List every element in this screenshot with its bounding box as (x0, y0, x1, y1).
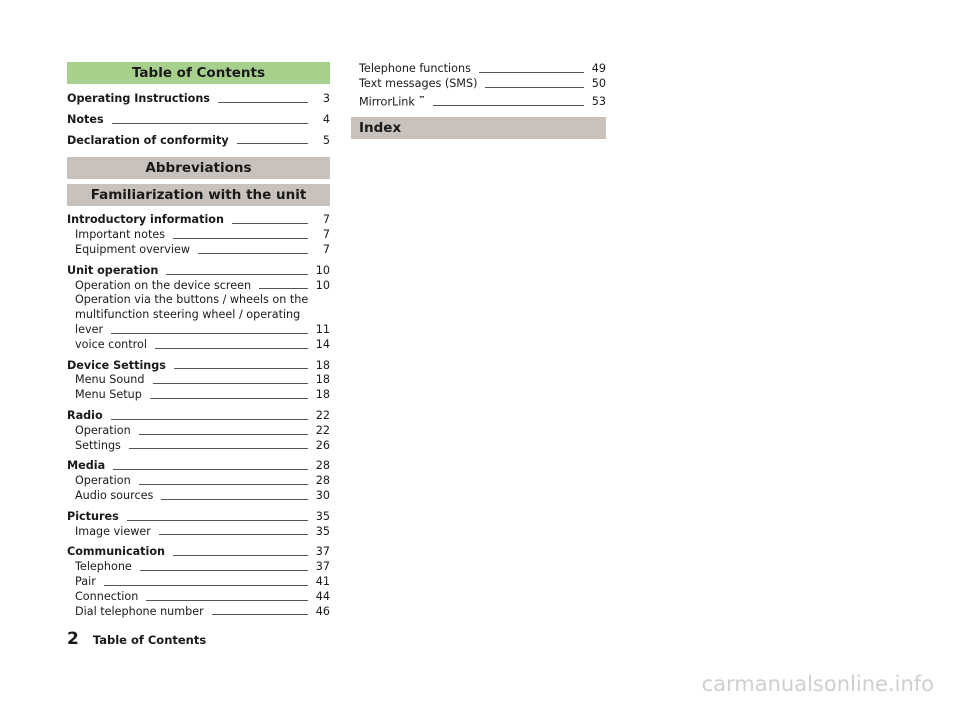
leader-line (150, 398, 308, 399)
leader-line (155, 348, 308, 349)
leader-line (485, 87, 583, 88)
toc-entry-title: Settings (75, 438, 121, 452)
toc-entry-page: 26 (315, 438, 330, 452)
toc-entry-title: Pictures (67, 509, 119, 523)
toc-entry-page: 11 (315, 322, 330, 336)
toc-entry-title: Image viewer (75, 524, 151, 538)
toc-entry-radio-settings[interactable] (67, 439, 330, 454)
toc-entry-telephone[interactable] (67, 560, 330, 575)
leader-line (479, 72, 584, 73)
toc-entry-title-line: multifunction steering wheel / operating (75, 308, 301, 322)
toc-entry-title: Operation on the device screen (75, 278, 252, 292)
leader-line (112, 123, 308, 124)
leader-line (212, 614, 308, 615)
toc-entry-operation-buttons[interactable] (67, 293, 330, 337)
leader-line (161, 499, 307, 500)
leader-line (433, 105, 583, 106)
leader-line (159, 534, 308, 535)
toc-entry-page: 53 (591, 95, 606, 109)
toc-entry-pair[interactable] (67, 575, 330, 590)
leader-line (146, 600, 307, 601)
toc-entry-page: 5 (322, 133, 330, 147)
toc-entry-page: 50 (591, 76, 606, 90)
toc-entry-title: Equipment overview (75, 242, 190, 256)
leader-line (218, 102, 308, 103)
toc-entry-title: Device Settings (67, 358, 166, 372)
toc-entry-title-line: Operation via the buttons / wheels on the (75, 293, 309, 307)
toc-entry-page: 28 (315, 459, 330, 473)
toc-entry-title: Pair (75, 574, 96, 588)
toc-entry-page: 44 (315, 589, 330, 603)
trademark-symbol: ™ (418, 94, 426, 103)
toc-entry-radio[interactable] (67, 409, 330, 424)
toc-entry-notes[interactable] (67, 113, 330, 128)
toc-entry-unit-operation[interactable] (67, 264, 330, 279)
leader-line (153, 383, 308, 384)
toc-entry-page: 35 (315, 509, 330, 523)
leader-line (113, 469, 308, 470)
toc-entry-title: Audio sources (75, 488, 154, 502)
leader-line (127, 520, 308, 521)
toc-entry-title: Dial telephone number (75, 604, 204, 618)
leader-line (129, 448, 308, 449)
toc-entry-image-viewer[interactable] (67, 525, 330, 540)
toc-entry-title (359, 92, 425, 111)
leader-line (111, 333, 308, 334)
toc-entry-page: 18 (315, 388, 330, 402)
toc-entry-mirrorlink[interactable] (351, 92, 606, 111)
toc-entry-page: 22 (315, 423, 330, 437)
leader-line (111, 419, 308, 420)
watermark-text: carmanualsonline.info (701, 672, 934, 696)
toc-left-column (67, 62, 330, 619)
toc-entry-page: 10 (315, 278, 330, 292)
toc-entry-media[interactable] (67, 459, 330, 474)
toc-entry-title: Important notes (75, 228, 166, 242)
toc-entry-page: 7 (322, 213, 330, 227)
toc-entry-important-notes[interactable] (67, 228, 330, 243)
toc-entry-title: Operating Instructions (67, 92, 210, 105)
toc-entry-page: 28 (315, 474, 330, 488)
toc-entry-introductory-information[interactable] (67, 213, 330, 228)
leader-line (140, 570, 308, 571)
section-band-familiarization[interactable]: Familiarization with the unit (67, 184, 330, 206)
toc-entry-operation-device-screen[interactable] (67, 279, 330, 294)
leader-line (232, 223, 308, 224)
toc-entry-page: 18 (315, 358, 330, 372)
toc-entry-title: lever (75, 322, 104, 336)
toc-entry-menu-sound[interactable] (67, 373, 330, 388)
toc-entry-page: 30 (315, 488, 330, 502)
toc-entry-title: Notes (67, 112, 104, 126)
leader-line (259, 288, 308, 289)
mirrorlink-label: MirrorLink (359, 95, 415, 109)
leader-line (139, 434, 308, 435)
leader-line (173, 238, 308, 239)
toc-entry-title: Operation (75, 423, 131, 437)
section-band-abbreviations[interactable]: Abbreviations (67, 157, 330, 179)
toc-entry-text-messages[interactable] (351, 77, 606, 92)
toc-entry-title: Unit operation (67, 263, 159, 277)
toc-entry-page: 7 (322, 242, 330, 256)
toc-entry-title: voice control (75, 337, 147, 351)
toc-entry-title: Media (67, 459, 106, 473)
toc-entry-title: Menu Sound (75, 373, 145, 387)
section-band-index[interactable]: Index (351, 117, 606, 139)
toc-entry-title: Declaration of conformity (67, 133, 229, 147)
leader-line (237, 143, 308, 144)
toc-entry-pictures[interactable] (67, 510, 330, 525)
toc-entry-page: 14 (315, 337, 330, 351)
toc-entry-page: 10 (315, 263, 330, 277)
toc-entry-equipment-overview[interactable] (67, 243, 330, 258)
toc-entry-dial-telephone-number[interactable] (67, 605, 330, 620)
toc-entry-telephone-functions[interactable] (351, 62, 606, 77)
toc-entry-connection[interactable] (67, 590, 330, 605)
toc-entry-title: Telephone (75, 560, 132, 574)
toc-entry-page: 46 (315, 604, 330, 618)
toc-entry-page: 3 (322, 92, 330, 105)
toc-entry-device-settings[interactable] (67, 359, 330, 374)
toc-entry-title: Menu Setup (75, 388, 142, 402)
leader-line (166, 274, 307, 275)
toc-entry-title: Radio (67, 408, 103, 422)
leader-line (104, 585, 308, 586)
toc-entry-page: 35 (315, 524, 330, 538)
leader-line (139, 484, 308, 485)
toc-title-band: Table of Contents (67, 62, 330, 84)
toc-entry-page: 41 (315, 574, 330, 588)
toc-entry-page: 37 (315, 545, 330, 559)
page-number: 2 (67, 629, 79, 649)
toc-entry-page: 7 (322, 228, 330, 242)
toc-entry-title: Introductory information (67, 213, 224, 227)
footer-label: Table of Contents (92, 633, 207, 647)
leader-line (173, 555, 308, 556)
toc-entry-title: Text messages (SMS) (359, 76, 478, 90)
toc-entry-last-line (67, 323, 330, 338)
page-footer (67, 629, 206, 649)
toc-entry-operating-instructions[interactable] (67, 92, 330, 107)
toc-entry-media-operation[interactable] (67, 474, 330, 489)
toc-entry-menu-setup[interactable] (67, 388, 330, 403)
leader-line (174, 368, 308, 369)
toc-entry-communication[interactable] (67, 545, 330, 560)
toc-entry-title: Connection (75, 589, 139, 603)
toc-entry-title: Telephone functions (359, 62, 471, 75)
toc-entry-page: 4 (322, 112, 330, 126)
toc-entry-audio-sources[interactable] (67, 489, 330, 504)
toc-entry-page: 22 (315, 408, 330, 422)
toc-right-column (351, 62, 606, 139)
toc-entry-radio-operation[interactable] (67, 424, 330, 439)
toc-entry-title: Operation (75, 474, 131, 488)
leader-line (198, 253, 308, 254)
toc-entry-page: 49 (591, 62, 606, 75)
toc-entry-voice-control[interactable] (67, 338, 330, 353)
toc-entry-page: 37 (315, 560, 330, 574)
toc-entry-declaration[interactable] (67, 134, 330, 149)
toc-entry-page: 18 (315, 373, 330, 387)
toc-entry-title: Communication (67, 545, 165, 559)
